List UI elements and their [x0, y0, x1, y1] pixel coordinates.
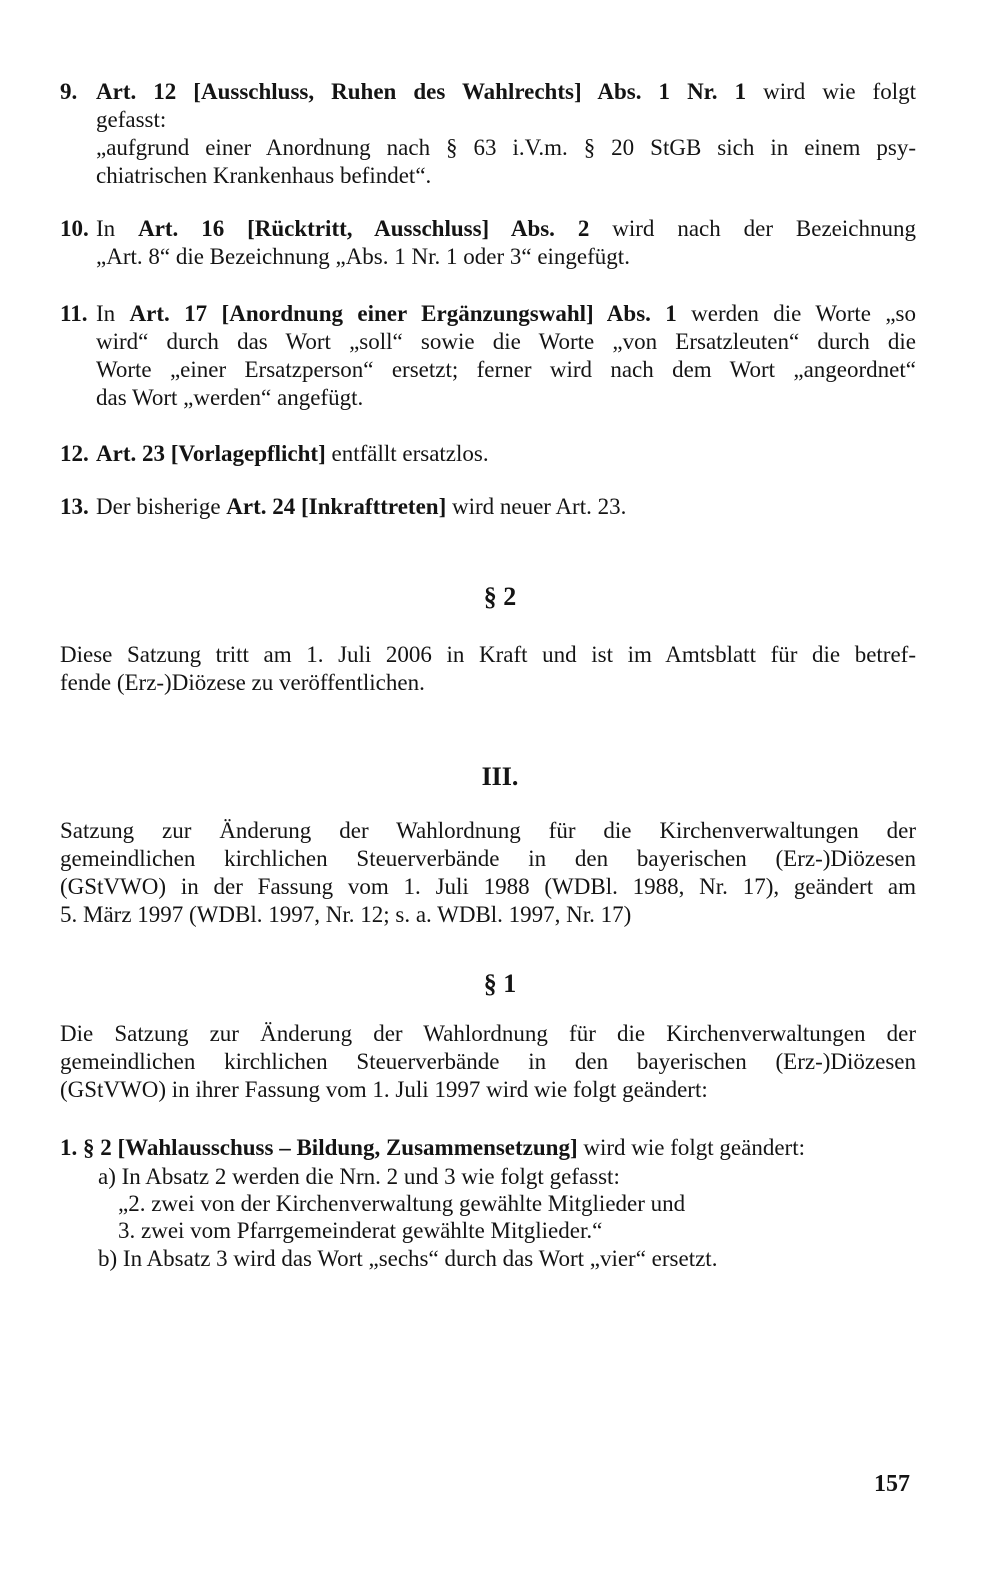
item-body	[96, 300, 916, 412]
amendment-item	[60, 215, 916, 271]
text: entfällt ersatzlos.	[325, 441, 489, 466]
section-2-paragraph	[60, 641, 916, 697]
text: Der bisherige	[96, 494, 227, 519]
item-body	[96, 215, 916, 271]
item-line	[96, 328, 916, 356]
item-body	[96, 78, 916, 190]
paragraph-line: gemeindlichen kirchlichen Steuerverbände in den bayerischen (Erz-)Diözesen	[60, 846, 916, 871]
text: In	[96, 216, 139, 241]
text: „Art. 8“ die Bezeichnung „Abs. 1 Nr. 1 oder 3“ eingefügt.	[96, 244, 630, 269]
text: In	[96, 301, 130, 326]
paragraph-line: (GStVWO) in ihrer Fassung vom 1. Juli 1997 wird wie folgt geändert:	[60, 1077, 708, 1102]
paragraph-line: Die Satzung zur Änderung der Wahlordnung für die Kirchenverwaltungen der	[60, 1021, 916, 1046]
paragraph-line: 5. März 1997 (WDBl. 1997, Nr. 12; s. a. WDBl. 1997, Nr. 17)	[60, 902, 632, 927]
item-line	[96, 493, 916, 521]
amendment-item	[60, 78, 916, 190]
text: werden die Worte „so	[676, 301, 916, 326]
item-1-sub-a-line-1: „2. zwei von der Kirchenverwaltung gewählte Mitglieder und	[118, 1191, 686, 1216]
bold-text: Art. 12 [Ausschluss, Ruhen des Wahlrechts] Abs. 1 Nr. 1	[96, 79, 747, 104]
item-line	[96, 134, 916, 162]
item-line	[96, 215, 916, 243]
text: gefasst:	[96, 107, 167, 132]
item-line	[96, 300, 916, 328]
item-1-sub-b: b) In Absatz 3 wird das Wort „sechs“ durch das Wort „vier“ ersetzt.	[98, 1246, 718, 1271]
amendment-item	[60, 440, 916, 468]
text: Worte „einer Ersatzperson“ ersetzt; ferner wird nach dem Wort „angeordnet“	[96, 357, 916, 382]
item-body	[96, 440, 916, 468]
text: „aufgrund einer Anordnung nach § 63 i.V.m. § 20 StGB sich in einem psy-	[96, 135, 916, 160]
paragraph-line: fende (Erz-)Diözese zu veröffentlichen.	[60, 670, 425, 695]
text: wird“ durch das Wort „soll“ sowie die Worte „von Ersatzleuten“ durch die	[96, 329, 916, 354]
item-number: 10.	[60, 216, 89, 241]
item-1-sub-a: a) In Absatz 2 werden die Nrn. 2 und 3 wie folgt gefasst:	[98, 1164, 620, 1189]
section-1-paragraph	[60, 1020, 916, 1104]
bold-text: Art. 24 [Inkrafttreten]	[226, 494, 447, 519]
section-2-heading: § 2	[483, 582, 517, 611]
text: wird nach der Bezeichnung	[589, 216, 916, 241]
bold-text: Art. 23 [Vorlagepflicht]	[96, 441, 326, 466]
paragraph-line: gemeindlichen kirchlichen Steuerverbände in den bayerischen (Erz-)Diözesen	[60, 1049, 916, 1074]
part-3-title-paragraph	[60, 817, 916, 929]
section-1-heading: § 1	[483, 969, 517, 998]
item-number: 11.	[60, 301, 88, 326]
item-line	[96, 106, 916, 134]
part-3-heading: III.	[481, 762, 519, 791]
text: das Wort „werden“ angefügt.	[96, 385, 364, 410]
item-line	[96, 440, 916, 468]
item-line	[96, 78, 916, 106]
item-1-sub-a-line-2: 3. zwei vom Pfarrgemeinderat gewählte Mitglieder.“	[118, 1218, 603, 1243]
bold-text: Art. 16 [Rücktritt, Ausschluss] Abs. 2	[138, 216, 590, 241]
amendment-item	[60, 493, 916, 521]
page-number: 157	[874, 1471, 910, 1497]
paragraph-line: Satzung zur Änderung der Wahlordnung für die Kirchenverwaltungen der	[60, 818, 916, 843]
item-number: 13.	[60, 494, 89, 519]
item-text: wird wie folgt geändert:	[577, 1135, 805, 1160]
item-line	[96, 356, 916, 384]
text: wird neuer Art. 23.	[446, 494, 627, 519]
item-body	[96, 493, 916, 521]
amendment-item	[60, 300, 916, 412]
paragraph-line: (GStVWO) in der Fassung vom 1. Juli 1988 (WDBl. 1988, Nr. 17), geändert am	[60, 874, 916, 899]
text: wird wie folgt	[746, 79, 916, 104]
text: chiatrischen Krankenhaus befindet“.	[96, 163, 432, 188]
amendment-item-1	[60, 1134, 916, 1162]
item-line	[96, 243, 916, 271]
item-number: 1.	[60, 1135, 78, 1160]
item-number: 9.	[60, 79, 78, 104]
item-line	[96, 162, 916, 190]
item-bold-text: § 2 [Wahlausschuss – Bildung, Zusammensetzung]	[83, 1135, 578, 1160]
bold-text: Art. 17 [Anordnung einer Ergänzungswahl] Abs. 1	[129, 301, 677, 326]
item-line	[96, 384, 916, 412]
item-number: 12.	[60, 441, 89, 466]
paragraph-line: Diese Satzung tritt am 1. Juli 2006 in Kraft und ist im Amtsblatt für die betref-	[60, 642, 916, 667]
